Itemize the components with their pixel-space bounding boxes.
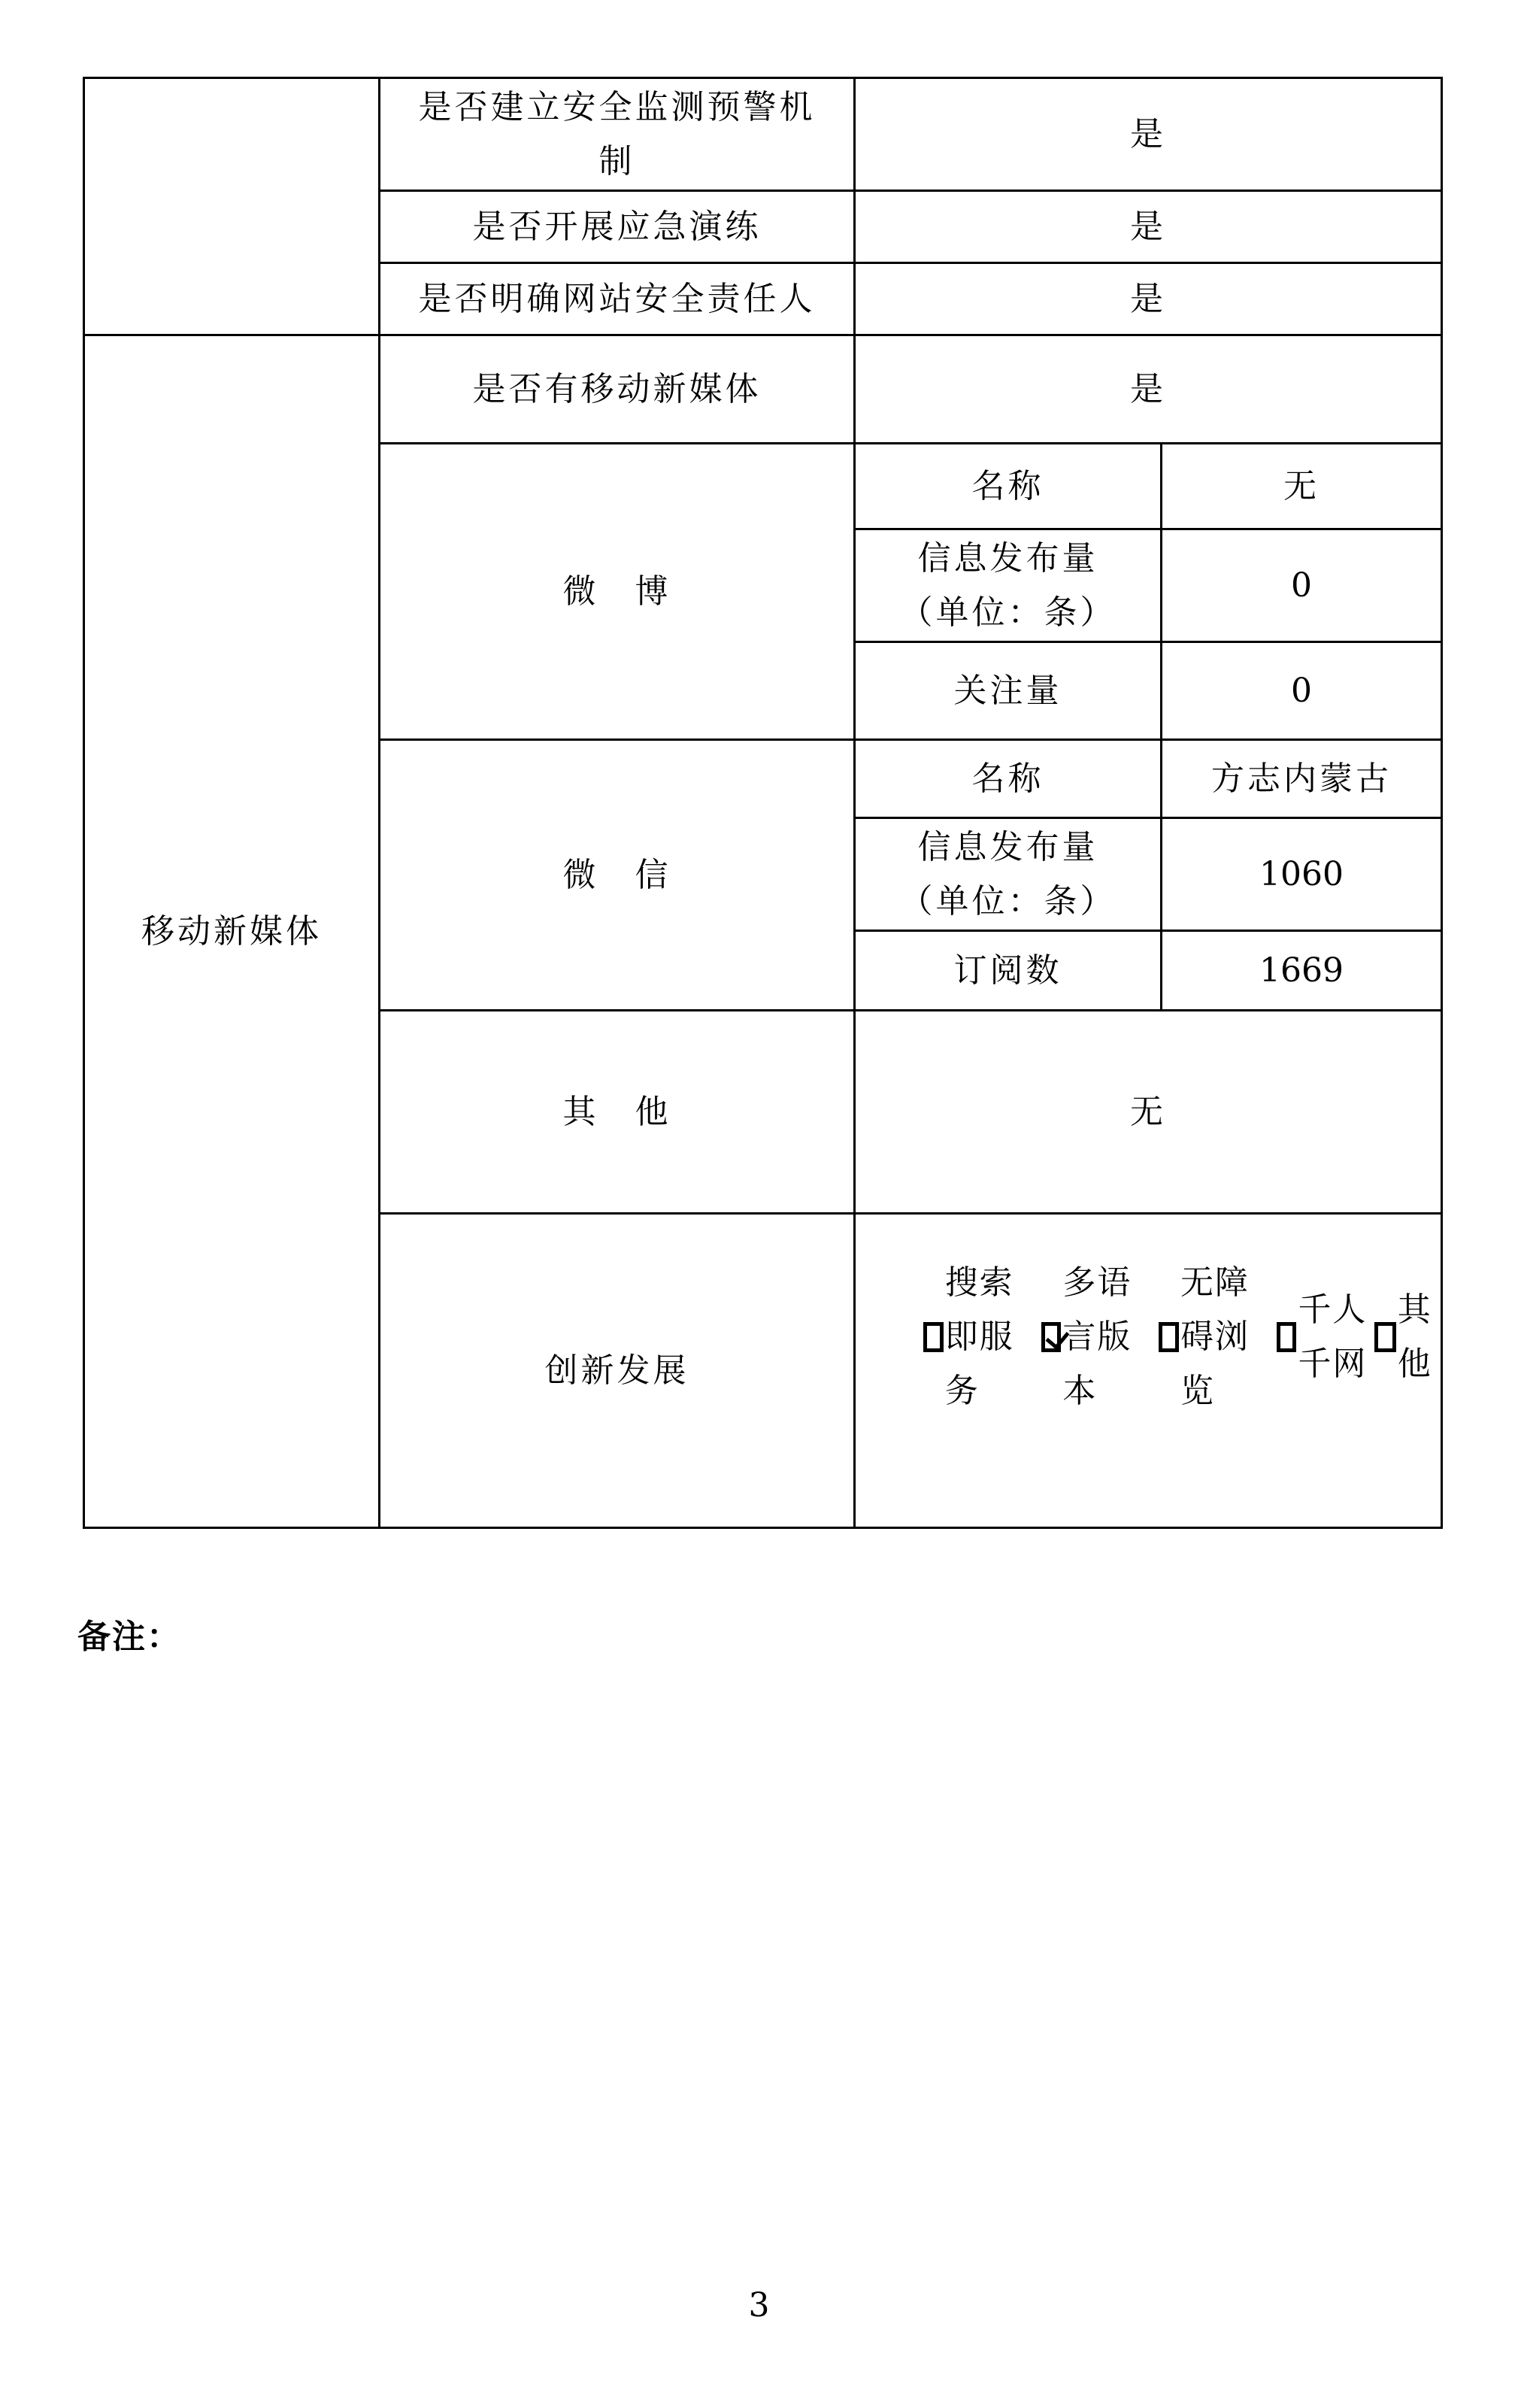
responsible-value: 是 <box>855 263 1442 335</box>
option-other[interactable]: 其他 <box>1374 1283 1441 1391</box>
checkbox-unchecked-icon[interactable] <box>1374 1322 1396 1352</box>
checkbox-checked-icon[interactable] <box>1041 1322 1062 1352</box>
weibo-label: 微 博 <box>380 444 855 740</box>
checkbox-unchecked-icon[interactable] <box>1159 1322 1179 1352</box>
weibo-name-value: 无 <box>1162 444 1442 529</box>
weibo-follow-label: 关注量 <box>855 642 1162 740</box>
wechat-name-value: 方志内蒙古 <box>1162 740 1442 818</box>
other-value: 无 <box>855 1011 1442 1214</box>
innovation-label: 创新发展 <box>380 1214 855 1528</box>
weibo-name-label: 名称 <box>855 444 1162 529</box>
wechat-sub-label: 订阅数 <box>855 931 1162 1011</box>
security-group-cell <box>84 78 380 335</box>
weibo-follow-value: 0 <box>1162 642 1442 740</box>
monitoring-label: 是否建立安全监测预警机制 <box>380 78 855 191</box>
option-personalized[interactable]: 千人千网 <box>1277 1283 1374 1391</box>
option-accessible[interactable]: 无障碍浏览 <box>1159 1256 1277 1418</box>
drill-value: 是 <box>855 191 1442 263</box>
wechat-count-value: 1060 <box>1162 818 1442 931</box>
option-multilingual[interactable]: 多语言版本 <box>1041 1256 1159 1418</box>
remarks-label: 备注： <box>77 1618 181 1656</box>
monitoring-value: 是 <box>855 78 1442 191</box>
page-number: 3 <box>748 2286 770 2325</box>
wechat-count-label: 信息发布量（单位：条） <box>855 818 1162 931</box>
weibo-count-value: 0 <box>1162 529 1442 642</box>
wechat-label: 微 信 <box>380 740 855 1011</box>
innovation-options <box>856 1181 1441 1493</box>
drill-label: 是否开展应急演练 <box>380 191 855 263</box>
mobile-media-group-label: 移动新媒体 <box>84 335 380 1528</box>
has-mobile-label: 是否有移动新媒体 <box>380 335 855 444</box>
report-table <box>83 77 1443 1529</box>
option-search-service[interactable]: 搜索即服务 <box>923 1256 1041 1418</box>
innovation-options-cell <box>855 1214 1442 1528</box>
checkbox-unchecked-icon[interactable] <box>923 1322 944 1352</box>
weibo-count-label: 信息发布量（单位：条） <box>855 529 1162 642</box>
has-mobile-value: 是 <box>855 335 1442 444</box>
wechat-sub-value: 1669 <box>1162 931 1442 1011</box>
checkbox-unchecked-icon[interactable] <box>1277 1322 1297 1352</box>
wechat-name-label: 名称 <box>855 740 1162 818</box>
responsible-label: 是否明确网站安全责任人 <box>380 263 855 335</box>
other-label: 其 他 <box>380 1011 855 1214</box>
